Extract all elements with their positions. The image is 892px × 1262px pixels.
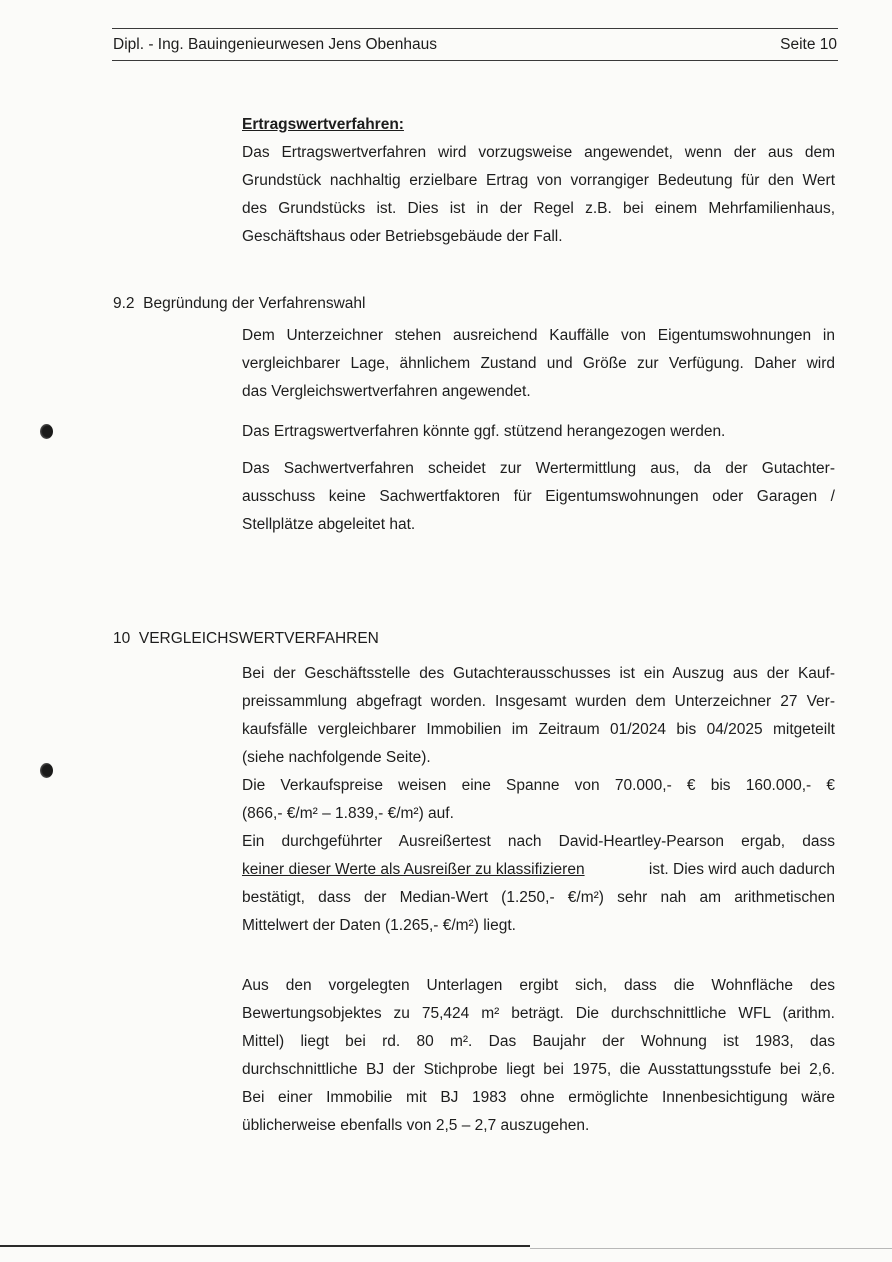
page-number: Seite 10 [780, 36, 837, 53]
section-10-price-line-2: (866,- €/m² – 1.839,- €/m²) auf. [242, 805, 454, 822]
section-10-p1-line-2: preissammlung abgefragt worden. Insgesamt wurden dem Unterzeichner 27 Ver- [242, 693, 835, 710]
section-9-2-p2-line-1: Das Ertragswertverfahren könnte ggf. stützend herangezogen werden. [242, 423, 726, 440]
section-9-2-p3-line-2: ausschuss keine Sachwertfaktoren für Eigentumswohnungen oder Garagen / [242, 488, 835, 505]
section-10-p3-line-2: Bewertungsobjektes zu 75,424 m² beträgt. Die durchschnittliche WFL (arithm. [242, 1005, 835, 1022]
section-10-para-1 [242, 660, 835, 940]
section-10-p1-line-3: kaufsfälle vergleichbarer Immobilien im Zeitraum 01/2024 bis 04/2025 mitgeteilt [242, 721, 835, 738]
ertragswert-line-3: des Grundstücks ist. Dies ist in der Regel z.B. bei einem Mehrfamilienhaus, [242, 200, 835, 217]
section-9-2-p3-line-3: Stellplätze abgeleitet hat. [242, 516, 416, 533]
scan-bottom-edge [0, 1245, 530, 1247]
section-9-2-para-3 [242, 455, 835, 539]
header-bottom-rule [112, 60, 838, 61]
section-9-2-p1-line-2: vergleichbarer Lage, ähnlichem Zustand und Größe zur Verfügung. Daher wird [242, 355, 835, 372]
ertragswert-line-1: Das Ertragswertverfahren wird vorzugsweise angewendet, wenn der aus dem [242, 144, 835, 161]
header-author: Dipl. - Ing. Bauingenieurwesen Jens Obenhaus [113, 36, 437, 53]
section-9-2-p3-line-1: Das Sachwertverfahren scheidet zur Wertermittlung aus, da der Gutachter- [242, 460, 835, 477]
section-10-test-line: Ein durchgeführter Ausreißertest nach David-Heartley-Pearson ergab, dass [242, 833, 835, 850]
ertragswert-block [242, 111, 835, 251]
section-9-2-para-1 [242, 322, 835, 406]
section-10-heading: 10 VERGLEICHSWERTVERFAHREN [113, 630, 379, 647]
section-10-outlier-rest: ist. Dies wird auch dadurch [644, 861, 835, 878]
section-10-para-3 [242, 972, 835, 1140]
section-10-p3-line-5: Bei einer Immobilie mit BJ 1983 ohne ermöglichte Innenbesichtigung wäre [242, 1089, 835, 1106]
section-10-price-line-1: Die Verkaufspreise weisen eine Spanne von 70.000,- € bis 160.000,- € [242, 777, 835, 794]
section-9-2-para-2 [242, 418, 835, 446]
section-10-p3-line-3: Mittel) liegt bei rd. 80 m². Das Baujahr der Wohnung ist 1983, das [242, 1033, 835, 1050]
section-10-p1-line-1: Bei der Geschäftsstelle des Gutachterausschusses ist ein Auszug aus der Kauf- [242, 665, 835, 682]
section-10-p1-line-4: (siehe nachfolgende Seite). [242, 749, 431, 766]
section-9-2-p1-line-1: Dem Unterzeichner stehen ausreichend Kauffälle von Eigentumswohnungen in [242, 327, 835, 344]
ertragswert-title: Ertragswertverfahren: [242, 116, 404, 133]
section-9-2-p1-line-3: das Vergleichswertverfahren angewendet. [242, 383, 531, 400]
section-10-outlier-underlined: keiner dieser Werte als Ausreißer zu klassifizieren [242, 861, 585, 878]
scan-bottom-edge-faint [530, 1248, 892, 1249]
section-10-p3-line-4: durchschnittliche BJ der Stichprobe liegt bei 1975, die Ausstattungsstufe bei 2,6. [242, 1061, 835, 1078]
header-top-rule [112, 28, 838, 29]
section-10-p3-line-1: Aus den vorgelegten Unterlagen ergibt sich, dass die Wohnfläche des [242, 977, 835, 994]
punch-hole-top [40, 424, 53, 439]
ertragswert-line-4: Geschäftshaus oder Betriebsgebäude der Fall. [242, 228, 563, 245]
section-10-mean-line: Mittelwert der Daten (1.265,- €/m²) liegt. [242, 917, 516, 934]
section-10-median-line: bestätigt, dass der Median-Wert (1.250,- €/m²) sehr nah am arithmetischen [242, 889, 835, 906]
section-9-2-heading: 9.2 Begründung der Verfahrenswahl [113, 295, 366, 312]
ertragswert-line-2: Grundstück nachhaltig erzielbare Ertrag von vorrangiger Bedeutung für den Wert [242, 172, 835, 189]
punch-hole-bottom [40, 763, 53, 778]
section-10-outlier-line [242, 856, 835, 884]
section-10-p3-line-6: üblicherweise ebenfalls von 2,5 – 2,7 auszugehen. [242, 1117, 590, 1134]
